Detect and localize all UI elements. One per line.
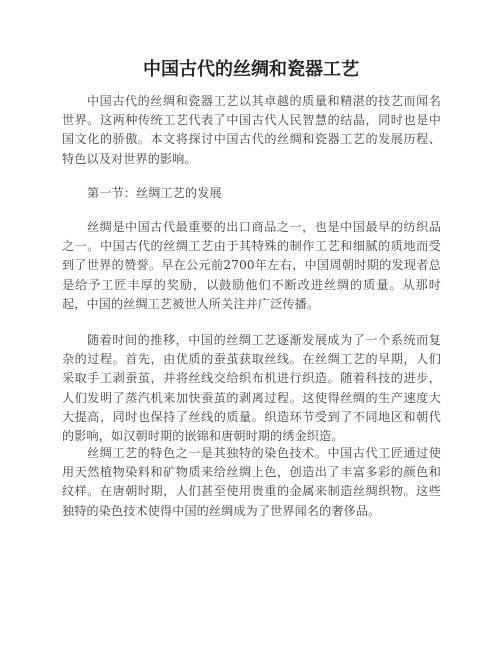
document-title: 中国古代的丝绸和瓷器工艺 bbox=[143, 59, 359, 80]
section-heading: 第一节：丝绸工艺的发展 bbox=[87, 186, 222, 200]
body-paragraph-3: 丝绸工艺的特色之一是其独特的染色技术。中国古代工匠通过使用天然植物染料和矿物质来给丝绸上色，创造出了丰富多彩的颜色和纹样。在唐朝时期，人们甚至使用贵重的金属来制造丝绸织物。这些独特的染色技术使得中国的丝绸成为了世界闻名的奢侈品。 bbox=[62, 446, 441, 518]
body-paragraph-1: 丝绸是中国古代最重要的出口商品之一，也是中国最早的纺织品之一。中国古代的丝绸工艺由于其特殊的制作工艺和细腻的质地而受到了世界的赞誉。早在公元前2700年左右，中国周朝时期的发现者总是给予工匠丰厚的奖励，以鼓励他们不断改进丝绸的质量。从那时起，中国的丝绸工艺被世人所关注并广泛传播。 bbox=[62, 220, 441, 311]
body-paragraph-2: 随着时间的推移，中国的丝绸工艺逐渐发展成为了一个系统而复杂的过程。首先，由优质的蚕茧获取丝线。在丝绸工艺的早期，人们采取手工剥蚕茧，并将丝线交给织布机进行织造。随着科技的进步，人们发明了蒸汽机来加快蚕茧的剥离过程。这使得丝绸的生产速度大大提高，同时也保持了丝线的质量。织造环节受到了不同地区和朝代的影响，如汉朝时期的嵌锦和唐朝时期的绣金织造。 bbox=[62, 333, 441, 444]
intro-paragraph: 中国古代的丝绸和瓷器工艺以其卓越的质量和精湛的技艺而闻名世界。这两种传统工艺代表了中国古代人民智慧的结晶，同时也是中国文化的骄傲。本文将探讨中国古代的丝绸和瓷器工艺的发展历程、特色以及对世界的影响。 bbox=[62, 94, 441, 166]
